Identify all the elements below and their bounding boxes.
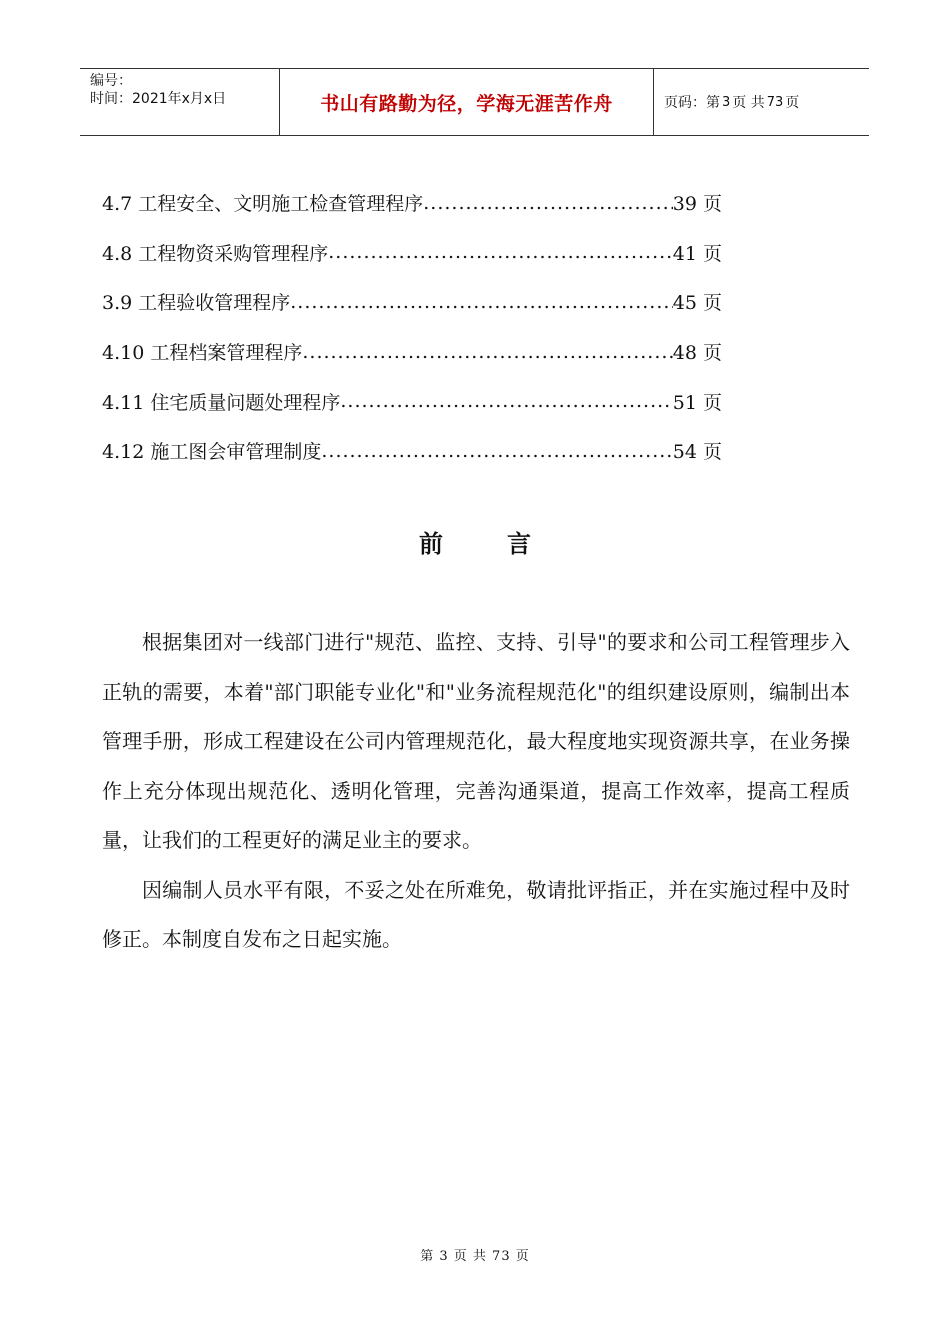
document-number-label: 编号： — [90, 73, 132, 89]
toc-entry[interactable] — [102, 327, 722, 377]
toc-leader-dots — [328, 241, 673, 263]
toc-entry-page: 54 页 — [672, 441, 722, 464]
toc-entry-page: 41 页 — [672, 242, 722, 265]
document-time-label: 时间：2021年x月x日 — [90, 91, 227, 107]
preface-body — [102, 618, 850, 965]
toc-entry-title: 4.8 工程物资采购管理程序 — [102, 242, 329, 265]
header-meta — [80, 69, 280, 135]
page-prefix: 页码：第 — [664, 95, 720, 111]
toc-entry-title: 4.12 施工图会审管理制度 — [102, 441, 322, 464]
table-of-contents — [102, 178, 722, 476]
toc-leader-dots — [423, 192, 673, 214]
toc-leader-dots — [290, 291, 673, 313]
toc-entry[interactable] — [102, 277, 722, 327]
page-current: 3 — [722, 94, 731, 110]
header-page-info — [654, 69, 869, 135]
section-heading: 前言 — [419, 530, 595, 558]
paragraph: 因编制人员水平有限，不妥之处在所难免，敬请批评指正，并在实施过程中及时修正。本制度自发布之日起实施。 — [102, 877, 850, 951]
toc-entry-page: 39 页 — [672, 193, 722, 216]
toc-leader-dots — [302, 341, 672, 363]
page-footer: 第 3 页 共 73 页 — [420, 1249, 530, 1264]
page-total: 73 — [766, 94, 784, 110]
toc-leader-dots — [321, 440, 672, 462]
paragraph: 根据集团对一线部门进行"规范、监控、支持、引导"的要求和公司工程管理步入正轨的需要，本着"部门职能专业化"和"业务流程规范化"的组织建设原则，编制出本管理手册，形成工程建设在公司内管理规范化，最大程度地实现资源共享，在业务操作上充分体现出规范化、透明化管理，完善沟通渠道，提高工作效率，提高工程质量，让我们的工程更好的满足业主的要求。 — [102, 630, 850, 852]
toc-entry[interactable] — [102, 228, 722, 278]
toc-entry-title: 4.7 工程安全、文明施工检查管理程序 — [102, 193, 424, 216]
toc-entry-page: 51 页 — [672, 391, 722, 414]
toc-leader-dots — [340, 390, 672, 412]
toc-entry-title: 4.10 工程档案管理程序 — [102, 342, 303, 365]
page-mid: 页 共 — [732, 95, 765, 111]
toc-entry-title: 4.11 住宅质量问题处理程序 — [102, 391, 341, 414]
page-suffix: 页 — [785, 95, 800, 111]
toc-entry[interactable] — [102, 376, 722, 426]
header-motto: 书山有路勤为径，学海无涯苦作舟 — [280, 69, 654, 135]
toc-entry[interactable] — [102, 178, 722, 228]
toc-entry-title: 3.9 工程验收管理程序 — [102, 292, 291, 315]
toc-entry-page: 48 页 — [672, 342, 722, 365]
page-header — [80, 68, 869, 136]
toc-entry[interactable] — [102, 426, 722, 476]
toc-entry-page: 45 页 — [672, 292, 722, 315]
